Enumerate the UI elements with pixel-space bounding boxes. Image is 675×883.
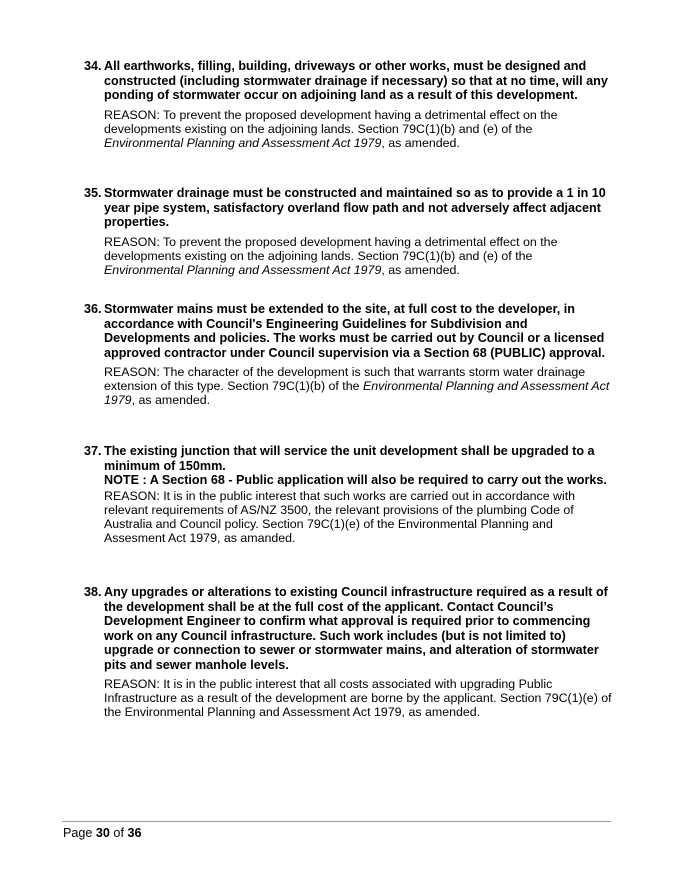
reason-suffix: , as amended.: [131, 393, 211, 407]
page-of-label: of: [109, 826, 128, 840]
reason-text: REASON: It is in the public interest that such works are carried out in accordance with relevant requirements of AS/NZ 3500, the relevant provisions of the plumbing Code of Australia and Council policy. Section 79C(1)(e) of the Environmental Planning and Assesment Act 1979, as amanded.: [104, 488, 576, 545]
condition-heading: Stormwater drainage must be constructed and maintained so as to provide a 1 in 10 year pipe system, satisfactory overland flow path and not adversely affect adjacent properties.: [104, 186, 606, 229]
condition-36: [84, 302, 614, 407]
condition-reason: [104, 108, 614, 150]
reason-act-title: Environmental Planning and Assessment Act 1979: [104, 135, 382, 150]
footer-divider: [62, 821, 611, 822]
condition-reason: [104, 677, 614, 719]
reason-text: REASON: To prevent the proposed development having a detrimental effect on the developments existing on the adjoining lands. Section 79C(1)(b) and (e) of the: [104, 107, 558, 136]
condition-reason: [104, 489, 614, 545]
page-number: 30: [95, 826, 110, 840]
condition-heading: The existing junction that will service the unit development shall be upgraded to a minimum of 150mm.: [104, 444, 595, 473]
condition-note: NOTE : A Section 68 - Public application will also be required to carry out the works.: [104, 473, 607, 487]
reason-text: REASON: The character of the development is such that warrants storm water drainage extension of this type. Section 79C(1)(b) of the: [104, 365, 586, 393]
condition-heading: Any upgrades or alterations to existing Council infrastructure required as a result of the development shall be at the full cost of the applicant. Contact Council’s Development Engineer to confirm what approval is required prior to commencing work on any Council infrastructure. Such work includes (but is not limited to) upgrade or connection to sewer or stormwater mains, and alteration of stormwater pits and sewer manhole levels.: [104, 585, 608, 672]
condition-34: [84, 59, 614, 150]
reason-act-title: Environmental Planning and Assessment Act 1979: [104, 379, 610, 407]
condition-35: [84, 186, 614, 277]
reason-text: REASON: It is in the public interest that all costs associated with upgrading Public Infrastructure as a result of the development are borne by the applicant. Section 79C(1)(e) of the Environmental Planning and Assessment Act 1979, as amended.: [104, 677, 612, 719]
reason-act-title: Environmental Planning and Assessment Act 1979: [104, 262, 382, 277]
condition-number: 37.: [84, 444, 102, 458]
page-total: 36: [127, 826, 142, 840]
condition-number: 36.: [84, 302, 102, 316]
condition-reason: [104, 235, 614, 277]
page-label: Page: [63, 826, 96, 840]
condition-number: 38.: [84, 585, 102, 599]
page-footer: [63, 826, 141, 840]
condition-38: [84, 585, 614, 719]
reason-suffix: , as amended.: [381, 135, 460, 150]
condition-number: 34.: [84, 59, 102, 73]
condition-heading: All earthworks, filling, building, driveways or other works, must be designed and constructed (including stormwater drainage if necessary) so that at no time, will any ponding of stormwater occur on adjoining land as a result of this development.: [104, 59, 608, 102]
condition-number: 35.: [84, 186, 102, 200]
condition-heading: Stormwater mains must be extended to the site, at full cost to the developer, in accordance with Council's Engineering Guidelines for Subdivision and Developments and policies. The works must be carried out by Council or a licensed approved contractor under Council supervision via a Section 68 (PUBLIC) approval.: [104, 302, 606, 360]
reason-text: REASON: To prevent the proposed development having a detrimental effect on the developments existing on the adjoining lands. Section 79C(1)(b) and (e) of the: [104, 234, 558, 263]
condition-37: [84, 444, 614, 545]
reason-suffix: , as amended.: [381, 262, 460, 277]
condition-reason: [104, 365, 614, 407]
